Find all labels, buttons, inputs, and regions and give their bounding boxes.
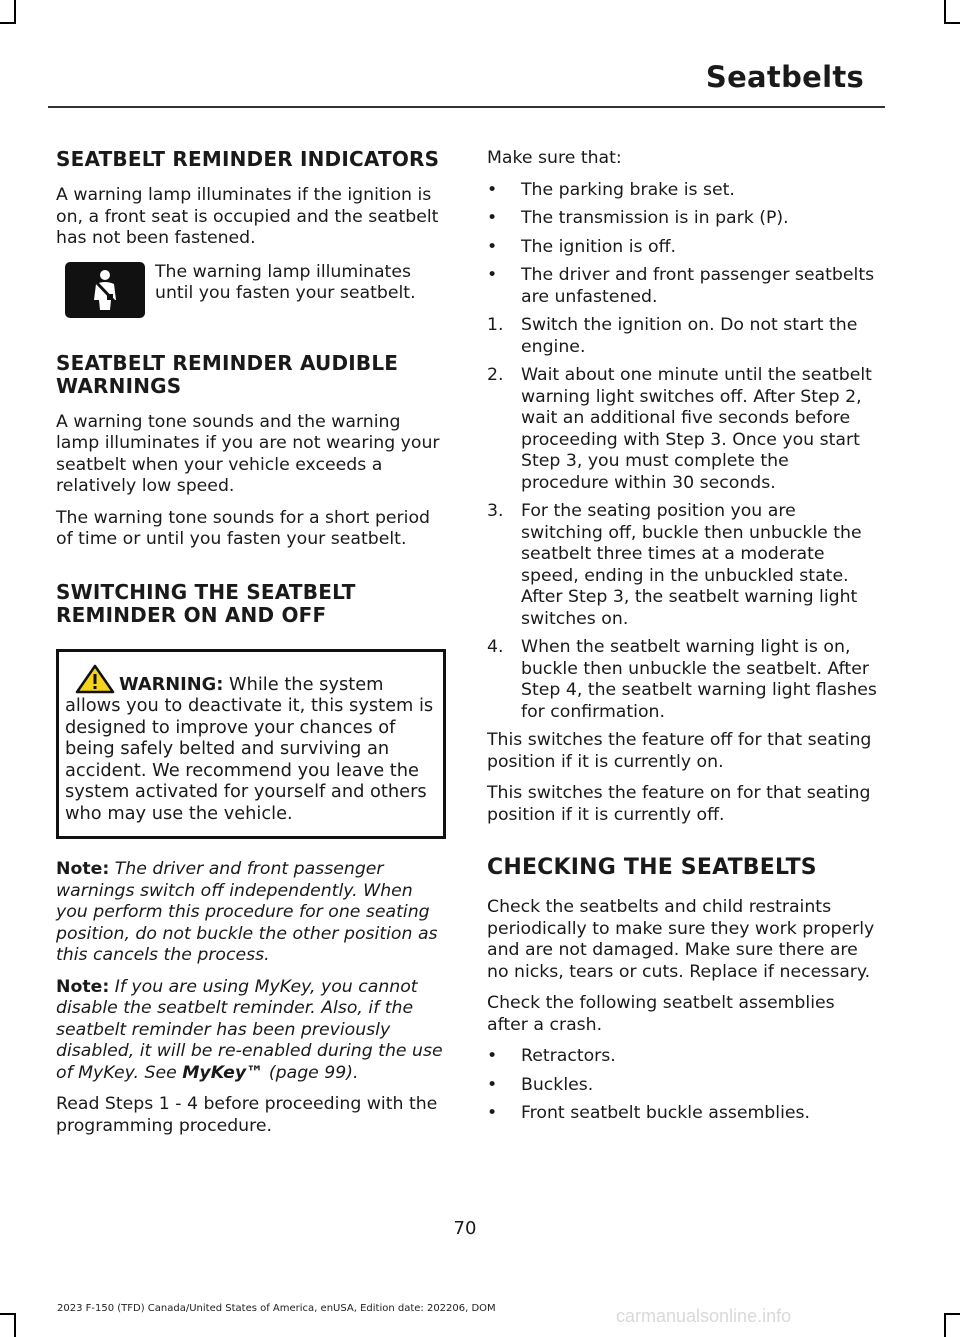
list-item-text: Retractors. (521, 1046, 616, 1066)
paragraph: This switches the feature on for that seating position if it is currently off. (487, 783, 871, 825)
list-item (487, 1075, 879, 1097)
warning-triangle-icon (75, 664, 115, 692)
crop-mark (944, 22, 960, 24)
warning-label: WARNING: (119, 673, 224, 695)
note-label: Note: (56, 859, 110, 879)
lamp-row (56, 262, 446, 318)
crop-mark (14, 1313, 16, 1337)
bullet-mark: • (487, 1046, 498, 1066)
crop-mark (944, 1313, 960, 1315)
section-title-text: Seatbelts (705, 60, 865, 94)
section-title (0, 60, 930, 94)
footer-edition: 2023 F-150 (TFD) Canada/United States of America, enUSA, Edition date: 202206, DOM (57, 1303, 496, 1314)
crop-mark (944, 1313, 946, 1337)
heading-reminder-indicators: SEATBELT REMINDER INDICATORS (56, 147, 440, 171)
paragraph: This switches the feature off for that seating position if it is currently on. (487, 730, 872, 772)
list-item-text: The transmission is in park (P). (521, 208, 789, 228)
paragraph: A warning tone sounds and the warning lamp illuminates if you are not wearing your seatbelt when your vehicle exceeds a relatively low speed. (56, 411, 440, 496)
bullet-mark: • (487, 265, 498, 285)
right-column (487, 148, 879, 1132)
page-ref: (page 99). (263, 1062, 359, 1083)
warning-paragraph (65, 664, 439, 825)
list-item (487, 237, 879, 259)
step-text: Wait about one minute until the seatbelt warning light switches off. After Step 2, wait an additional five seconds before proceeding with Step 3. Once you start Step 3, you must complete the procedure within 30 seconds. (521, 365, 872, 493)
step-item (487, 365, 879, 494)
step-number: 4. (487, 637, 504, 657)
conditions-list (487, 180, 879, 309)
heading-audible-warnings: SEATBELT REMINDER AUDIBLE WARNINGS (56, 350, 399, 398)
list-item (487, 208, 879, 230)
step-item (487, 315, 879, 358)
step-text: For the seating position you are switching off, buckle then unbuckle the seatbelt three times at a moderate speed, ending in the unbuckled state. After Step 3, the seatbelt warning light switches on. (521, 501, 862, 629)
paragraph: Make sure that: (487, 148, 622, 168)
list-item-text: The parking brake is set. (521, 179, 735, 200)
note-label: Note: (56, 976, 110, 997)
warning-box (56, 649, 446, 840)
list-item-text: Front seatbelt buckle assemblies. (521, 1103, 810, 1123)
step-text: Switch the ignition on. Do not start the engine. (521, 315, 858, 357)
paragraph: Check the following seatbelt assemblies after a crash. (487, 993, 835, 1035)
warning-text: While the system allows you to deactivate it, this system is designed to improve your chances of being safely belted and surviving an accident. We recommend you leave the system activated for yourself and others who may use the vehicle. (65, 673, 434, 824)
list-item (487, 1046, 879, 1068)
crop-mark (944, 0, 946, 24)
list-item-text: The driver and front passenger seatbelts are unfastened. (521, 265, 875, 307)
header-rule (48, 106, 885, 108)
crop-mark (0, 1313, 16, 1315)
bullet-mark: • (487, 179, 498, 200)
assemblies-list (487, 1046, 879, 1125)
left-column (56, 148, 446, 1147)
step-text: When the seatbelt warning light is on, buckle then unbuckle the seatbelt. After Step 4, the seatbelt warning light flashes for confirmation. (521, 637, 877, 722)
step-number: 1. (487, 315, 504, 335)
note-text: If you are using MyKey, you cannot disable the seatbelt reminder. Also, if the seatbelt reminder has been previously disabled, it will be re-enabled during the use of MyKey. See (56, 976, 443, 1083)
bullet-mark: • (487, 208, 498, 228)
mykey-link[interactable]: MyKey™ (182, 1062, 264, 1083)
steps-list (487, 315, 879, 723)
bullet-mark: • (487, 1074, 498, 1095)
list-item (487, 265, 879, 308)
step-item (487, 501, 879, 630)
paragraph: Check the seatbelts and child restraints periodically to make sure they work properly and are not damaged. Make sure there are no nicks, tears or cuts. Replace if necessary. (487, 897, 875, 982)
paragraph: The warning tone sounds for a short period of time or until you fasten your seatbelt. (56, 507, 430, 549)
lamp-caption: The warning lamp illuminates until you fasten your seatbelt. (155, 261, 416, 303)
note-paragraph (56, 977, 446, 1085)
list-item-text: The ignition is off. (521, 236, 677, 257)
heading-checking-seatbelts: CHECKING THE SEATBELTS (487, 855, 817, 880)
paragraph: Read Steps 1 - 4 before proceeding with the programming procedure. (56, 1094, 438, 1136)
note-text: The driver and front passenger warnings switch off independently. When you perform this procedure for one seating position, do not buckle the other position as this cancels the process. (56, 859, 438, 965)
list-item-text: Buckles. (521, 1074, 594, 1095)
bullet-mark: • (487, 236, 498, 257)
note-block (56, 859, 446, 1084)
page-number: 70 (453, 1218, 477, 1239)
step-number: 3. (487, 501, 504, 521)
crop-mark (14, 0, 16, 24)
seatbelt-warning-lamp-icon (65, 262, 145, 318)
watermark: carmanualsonline.info (616, 1306, 792, 1326)
step-number: 2. (487, 365, 504, 385)
bullet-mark: • (487, 1103, 498, 1123)
crop-mark (0, 22, 16, 24)
note-paragraph (56, 859, 446, 967)
heading-switching-reminder: SWITCHING THE SEATBELT REMINDER ON AND OFF (56, 579, 356, 627)
paragraph: A warning lamp illuminates if the ignition is on, a front seat is occupied and the seatbelt has not been fastened. (56, 185, 439, 248)
list-item (487, 1103, 879, 1125)
step-item (487, 637, 879, 723)
list-item (487, 180, 879, 202)
